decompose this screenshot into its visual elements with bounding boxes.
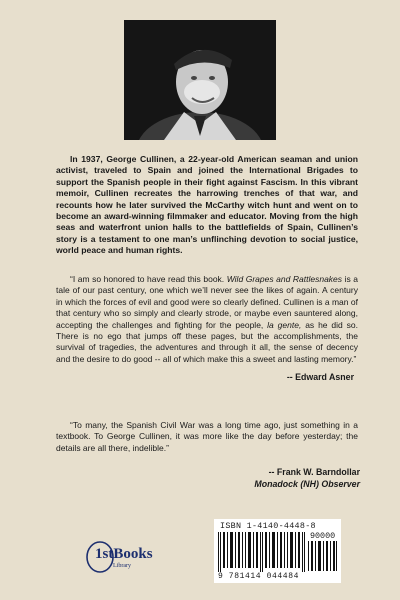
attribution-barndollar: -- Frank W. Barndollar <box>268 467 360 477</box>
quote-asner <box>56 274 358 365</box>
attribution-source: Monadock (NH) Observer <box>254 479 360 489</box>
publisher-name: 1stBooks <box>95 546 153 562</box>
book-title: Wild Grapes and Rattlesnakes <box>226 274 343 284</box>
quote-text: as he did so. There is no ego that jumps off these pages, but the accomplishments, the survival of tragedies, the adventures and through it all, the sense of decency and the desire to do good -- all of which make this a sweet and lasting memory.” <box>56 319 358 364</box>
quote-barndollar: “To many, the Spanish Civil War was a long time ago, just something in a textbook. To George Cullinen, it was more like the day before yesterday; the details are all there, indelible.” <box>56 420 358 453</box>
book-blurb: In 1937, George Cullinen, a 22-year-old American seaman and union activist, traveled to Spain and joined the International Brigades to support the Spanish people in their fight against Fascism. In this vibrant memoir, Cullinen recreates the harrowing trenches of that war, and recounts how he later survived the McCarthy witch hunt and went on to become an award-winning filmmaker and educator. Moving from the high seas and waterfront union halls to the battlefields of Spain, Cullinen’s story is a testament to one man’s unflinching devotion to social justice, world peace and human rights. <box>56 154 358 256</box>
ean-number: 9 781414 044484 <box>218 572 300 581</box>
quote-text: is a tale of our past century, one which we’ll never see the likes of again. A century in which the forces of evil and good were so clearly defined. Cullinen is a man of that century who so simply and clearly strode, or maybe even sauntered along, accepting the challenges and fighting for the people, <box>56 274 359 330</box>
barcode-bars <box>218 532 306 572</box>
author-photo <box>124 20 276 140</box>
quote-phrase: la gente, <box>267 319 302 330</box>
publisher-logo <box>86 540 153 574</box>
isbn-number: ISBN 1-4140-4448-8 <box>220 521 316 531</box>
barcode-addon-bars <box>308 541 338 571</box>
barcode <box>214 519 341 583</box>
attribution-asner: -- Edward Asner <box>286 372 354 382</box>
quote-text: “I am so honored to have read this book. <box>70 274 227 284</box>
barcode-addon-number: 90000 <box>310 531 336 541</box>
publisher-sub: Library <box>113 563 131 569</box>
